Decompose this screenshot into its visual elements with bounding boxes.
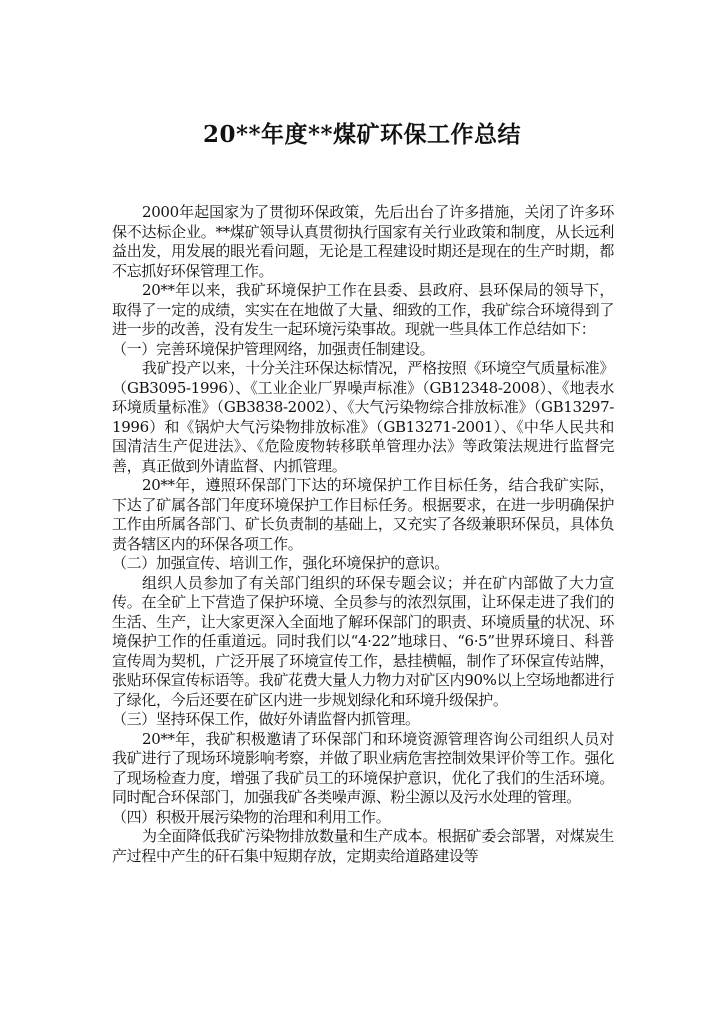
paragraph-overview: 20**年以来，我矿环境保护工作在县委、县政府、县环保局的领导下，取得了一定的成绩，实实在在地做了大量、细致的工作，我矿综合环境得到了进一步的改善，没有发生一起环境污染事故。现就一些具体工作总结如下：	[112, 281, 614, 338]
section-heading-1: （一）完善环境保护管理网络，加强责任制建设。	[112, 339, 435, 358]
paragraph-supervision: 20**年，我矿积极邀请了环保部门和环境资源管理咨询公司组织人员对我矿进行了现场环境影响考察，并做了职业病危害控制效果评价等工作。强化了现场检查力度，增强了我矿员工的环境保护意识，优化了我们的生活环境。同时配合环保部门，加强我矿各类噪声源、粉尘源以及污水处理的管理。	[112, 729, 614, 806]
section-heading-3: （三）坚持环保工作，做好外请监督内抓管理。	[112, 710, 420, 728]
paragraph-publicity: 组织人员参加了有关部门组织的环保专题会议；并在矿内部做了大力宣传。在全矿上下营造了保护环境、全员参与的浓烈氛围，让环保走进了我们的生活、生产，让大家更深入全面地了解环保部门的职责、环境质量的状况、环境保护工作的任重道远。同时我们以“4·22”地球日、“6·5”世界环境日、科普宣传周为契机，广泛开展了环境宣传工作，悬挂横幅，制作了环保宣传站牌，张贴环保宣传标语等。我矿花费大量人力物力对矿区内90%以上空场地都进行了绿化，今后还要在矿区内进一步规划绿化和环境升级保护。	[112, 573, 614, 709]
paragraph-targets: 20**年，遵照环保部门下达的环境保护工作目标任务，结合我矿实际，下达了矿属各部门年度环境保护工作目标任务。根据要求，在进一步明确保护工作由所属各部门、矿长负责制的基础上，又充实了各级兼职环保员，具体负责各辖区内的环保各项工作。	[112, 476, 614, 553]
section-heading-2: （二）加强宣传、培训工作，强化环境保护的意识。	[112, 554, 449, 572]
document-title: 20**年度**煤矿环保工作总结	[202, 121, 522, 148]
paragraph-standards: 我矿投产以来，十分关注环保达标情况，严格按照《环境空气质量标准》（GB3095-1996）、《工业企业厂界噪声标准》（GB12348-2008）、《地表水环境质量标准》（GB3838-2002）、《大气污染物综合排放标准》（GB13297-1996）和《锅炉大气污染物排放标准》（GB13271-2001）、《中华人民共和国清洁生产促进法》、《危险废物转移联单管理办法》等政策法规进行监督完善，真正做到外请监督、内抓管理。	[112, 359, 614, 475]
paragraph-pollution: 为全面降低我矿污染物排放数量和生产成本。根据矿委会部署，对煤炭生产过程中产生的矸石集中短期存放，定期卖给道路建设等	[112, 827, 614, 865]
section-heading-4: （四）积极开展污染物的治理和利用工作。	[112, 807, 391, 826]
paragraph-intro: 2000年起国家为了贯彻环保政策，先后出台了许多措施，关闭了许多环保不达标企业。**煤矿领导认真贯彻执行国家有关行业政策和制度，从长远利益出发，用发展的眼光看问题，无论是工程建设时期还是现在的生产时期，都不忘抓好环保管理工作。	[112, 203, 614, 280]
document-body	[112, 203, 614, 866]
